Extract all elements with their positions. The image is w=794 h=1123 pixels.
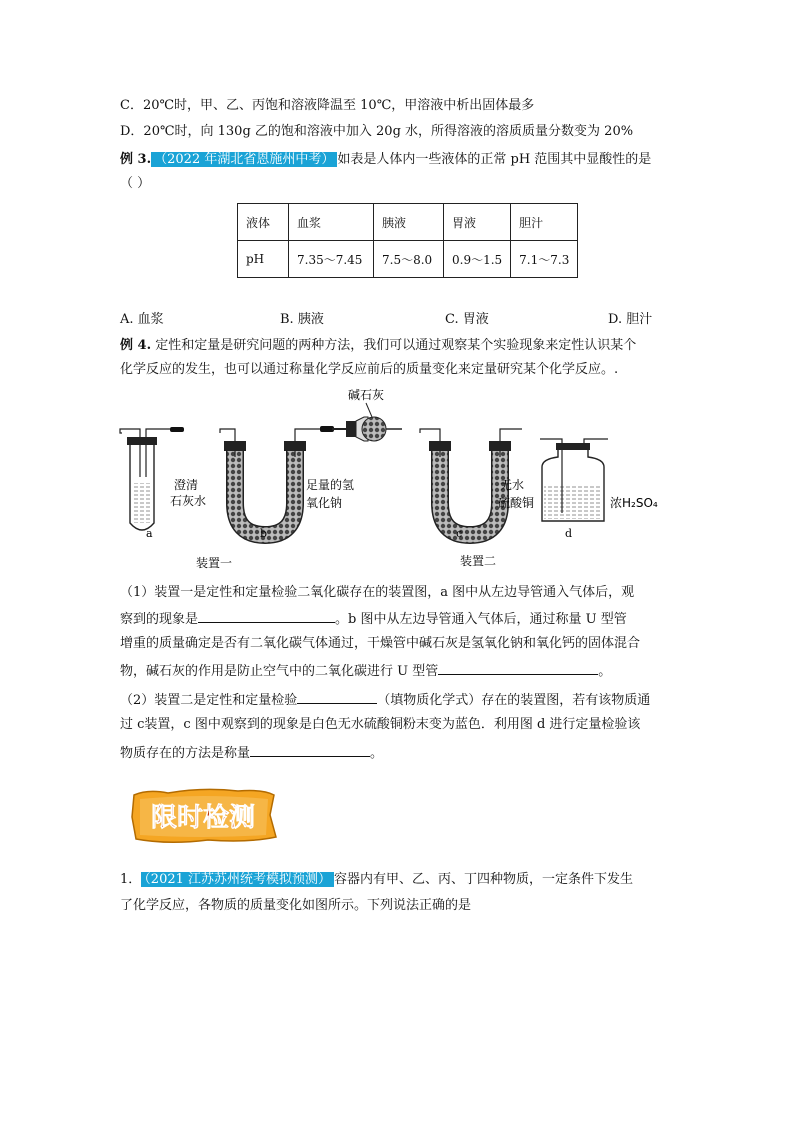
apparatus-figure <box>110 385 680 575</box>
label-setup-2: 装置二 <box>460 554 497 568</box>
table-cell: 胰液 <box>374 204 444 241</box>
label-cuso4-2: 硫酸铜 <box>498 496 535 510</box>
q2-text: 物质存在的方法是称量 <box>120 746 251 761</box>
example3-paren: （ ） <box>120 176 151 191</box>
practice1-source-tag: （ 2021 江苏苏州统考模拟预测 ） <box>141 872 334 887</box>
option-b: B. 胰液 <box>280 312 324 327</box>
answer-blank-4[interactable] <box>250 742 370 757</box>
question-option-c: C．20℃时，甲、乙、丙饱和溶液降温至 10℃，甲溶液中析出固体最多 <box>120 98 535 113</box>
gas-washing-bottle-d <box>540 439 608 521</box>
q1-text: 。 <box>598 664 612 679</box>
practice1-text: 容器内有甲、乙、丙、丁四种物质，一定条件下发生 <box>334 872 634 887</box>
table-cell: 胃液 <box>444 204 511 241</box>
example3-text: 如表是人体内一些液体的正常 pH 范围其中显酸性的是 <box>337 152 652 167</box>
practice1-line2: 了化学反应，各物质的质量变化如图所示。下列说法正确的是 <box>120 898 472 913</box>
q2-line3 <box>120 742 383 764</box>
drying-tube <box>332 417 402 441</box>
question-option-d: D．20℃时，向 130g 乙的饱和溶液中加入 20g 水，所得溶液的溶质质量分数变为 20% <box>120 124 634 139</box>
q1-line1: （1）装置一是定性和定量检验二氧化碳存在的装置图，a 图中从左边导管通入气体后，观 <box>120 585 635 600</box>
q1-line3: 增重的质量确定是否有二氧化碳气体通过，干燥管中碱石灰是氢氧化钠和氧化钙的固体混合 <box>120 636 641 651</box>
q1-line2 <box>120 608 627 630</box>
q2-text: 。 <box>370 746 384 761</box>
table-cell: 7.5～8.0 <box>374 241 444 278</box>
banner-title: 限时检测 <box>150 803 256 833</box>
ph-table-header-row <box>238 204 578 241</box>
q1-text: 。b 图中从左边导管通入气体后，通过称量 U 型管 <box>335 612 627 627</box>
example4-text: 定性和定量是研究问题的两种方法，我们可以通过观察某个实验现象来定性认识某个 <box>151 338 637 353</box>
example4-line2: 化学反应的发生，也可以通过称量化学反应前后的质量变化来定量研究某个化学反应。. <box>120 362 619 377</box>
q2-text: （2）装置二是定性和定量检验 <box>120 693 298 708</box>
label-chengqing-2: 石灰水 <box>170 494 207 508</box>
example4-line1 <box>120 336 636 356</box>
label-h2so4: 浓H₂SO₄ <box>610 496 658 510</box>
practice1-line1 <box>120 870 633 890</box>
option-a: A. 血浆 <box>120 312 164 327</box>
label-c: c <box>456 527 463 540</box>
label-chengqing-1: 澄清 <box>174 478 199 492</box>
example3-label: 例 3. <box>120 152 152 167</box>
q2-text: （填物质化学式）存在的装置图，若有该物质通 <box>377 693 651 708</box>
table-cell: 7.35～7.45 <box>289 241 374 278</box>
label-naoh-1: 足量的氢 <box>306 478 355 492</box>
ph-table <box>237 203 578 278</box>
q1-line4 <box>120 660 611 682</box>
option-d: D. 胆汁 <box>608 312 653 327</box>
answer-blank-3[interactable] <box>297 689 377 704</box>
example4-label: 例 4. <box>120 338 152 353</box>
table-cell: 液体 <box>238 204 289 241</box>
label-setup-1: 装置一 <box>196 556 233 570</box>
label-a: a <box>146 527 153 540</box>
section-banner <box>128 785 278 847</box>
label-d: d <box>565 527 573 540</box>
option-c: C. 胃液 <box>445 312 489 327</box>
label-soda-lime: 碱石灰 <box>348 388 385 402</box>
label-naoh-2: 氧化钠 <box>306 496 343 510</box>
table-cell: 胆汁 <box>511 204 578 241</box>
ph-table-row <box>238 241 578 278</box>
example3-line <box>120 150 651 170</box>
example3-source-tag: （ 2022 年湖北省恩施州中考 ） <box>151 152 337 167</box>
table-cell: 血浆 <box>289 204 374 241</box>
answer-blank-2[interactable] <box>438 660 598 675</box>
table-cell: 0.9～1.5 <box>444 241 511 278</box>
q2-line2: 过 c装置，c 图中观察到的现象是白色无水硫酸铜粉末变为蓝色．利用图 d 进行定量检验该 <box>120 717 641 732</box>
q1-text: 物，碱石灰的作用是防止空气中的二氧化碳进行 U 型管 <box>120 664 439 679</box>
q1-text: 察到的现象是 <box>120 612 199 627</box>
label-b: b <box>260 527 268 540</box>
q2-line1 <box>120 689 650 711</box>
table-cell: 7.1～7.3 <box>511 241 578 278</box>
label-cuso4-1: 无水 <box>500 478 525 492</box>
practice1-number: 1． <box>120 872 142 887</box>
answer-blank-1[interactable] <box>198 608 335 623</box>
table-cell: pH <box>238 241 289 278</box>
